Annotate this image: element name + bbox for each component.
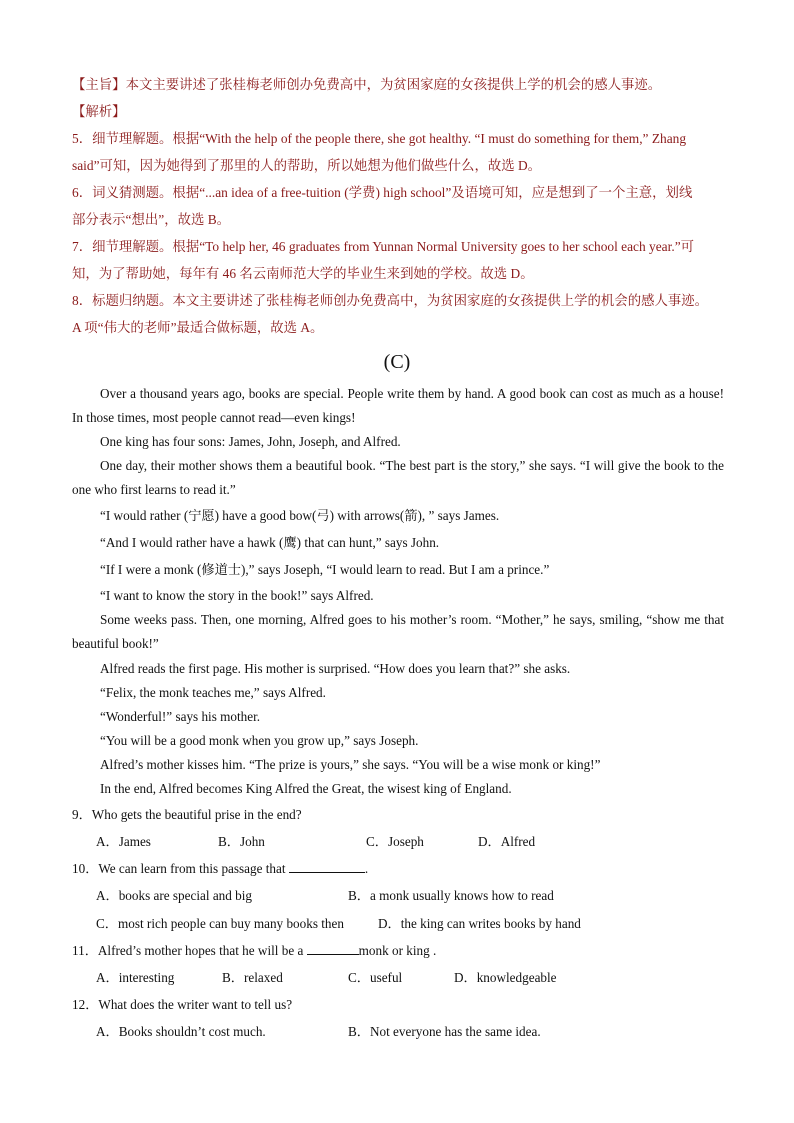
question-9-stem: 9．Who gets the beautiful prise in the end?	[72, 807, 302, 822]
passage-paragraph-10: “Felix, the monk teaches me,” says Alfred.	[100, 685, 326, 700]
passage-paragraph-2: One king has four sons: James, John, Joseph, and Alfred.	[100, 434, 401, 449]
passage-paragraph-3: One day, their mother shows them a beautiful book. “The best part is the story,” she says. “I will give the book to the one who first learns to read it.”	[72, 458, 724, 497]
answer-8-line-1: 8．标题归纳题。本文主要讲述了张桂梅老师创办免费高中，为贫困家庭的女孩提供上学的机会的感人事迹。	[72, 293, 709, 308]
question-10-option-a: A．books are special and big	[96, 888, 253, 903]
summary-line	[72, 76, 724, 94]
question-11-option-d: D．knowledgeable	[454, 970, 557, 985]
answer-8-line-2: A 项“伟大的老师”最适合做标题，故选 A。	[72, 320, 324, 335]
answer-6-line-1: 6．词义猜测题。根据“...an idea of a free-tuition (学费) high school”及语境可知，应是想到了一个主意，划线	[72, 185, 693, 200]
question-9-option-b: B．John	[218, 834, 265, 849]
question-9-option-d: D．Alfred	[478, 834, 536, 849]
question-11-stem-text: 11．Alfred’s mother hopes that he will be a	[72, 943, 304, 958]
passage-paragraph-11: “Wonderful!” says his mother.	[100, 709, 261, 724]
question-12-stem: 12．What does the writer want to tell us?	[72, 997, 293, 1012]
section-heading: (C)	[383, 351, 411, 373]
question-11-stem-end: monk or king .	[358, 943, 437, 958]
question-11-stem	[72, 942, 436, 960]
passage-paragraph-12: “You will be a good monk when you grow up,” says Joseph.	[100, 733, 419, 748]
question-12-option-a: A．Books shouldn’t cost much.	[96, 1024, 266, 1039]
question-11-option-a: A．interesting	[96, 970, 175, 985]
question-10-stem-text: 10．We can learn from this passage that	[72, 861, 286, 876]
question-11-blank	[307, 942, 359, 955]
passage-paragraph-4: “I would rather (宁愿) have a good bow(弓) with arrows(箭), ” says James.	[100, 508, 500, 523]
question-10-blank	[289, 860, 365, 873]
question-10-option-c: C．most rich people can buy many books then	[96, 916, 344, 931]
question-10-option-b: B．a monk usually knows how to read	[348, 888, 554, 903]
passage-paragraph-8: Some weeks pass. Then, one morning, Alfred goes to his mother’s room. “Mother,” he says, smiling, “show me that beautiful book!”	[72, 612, 724, 651]
passage-paragraph-5: “And I would rather have a hawk (鹰) that can hunt,” says John.	[100, 535, 440, 550]
question-9-option-c: C．Joseph	[366, 834, 424, 849]
question-10-option-d: D．the king can writes books by hand	[378, 916, 581, 931]
passage-paragraph-13: Alfred’s mother kisses him. “The prize is yours,” she says. “You will be a wise monk or king!”	[100, 757, 601, 772]
question-10-stem	[72, 860, 368, 878]
question-11-option-c: C．useful	[348, 970, 403, 985]
answer-7-line-1: 7．细节理解题。根据“To help her, 46 graduates from Yunnan Normal University goes to her school each year.”可	[72, 239, 695, 254]
question-12-option-b: B．Not everyone has the same idea.	[348, 1024, 541, 1039]
question-9-option-a: A．James	[96, 834, 151, 849]
answer-7-line-2: 知，为了帮助她，每年有 46 名云南师范大学的毕业生来到她的学校。故选 D。	[72, 266, 534, 281]
question-11-option-b: B．relaxed	[222, 970, 283, 985]
passage-paragraph-14: In the end, Alfred becomes King Alfred the Great, the wisest king of England.	[100, 781, 512, 796]
summary-text: 本文主要讲述了张桂梅老师创办免费高中，为贫困家庭的女孩提供上学的机会的感人事迹。	[125, 77, 662, 92]
passage-paragraph-9: Alfred reads the first page. His mother is surprised. “How does you learn that?” she asks.	[100, 661, 571, 676]
answer-6-line-2: 部分表示“想出”，故选 B。	[72, 212, 231, 227]
analysis-label: 【解析】	[72, 104, 126, 119]
passage-paragraph-1: Over a thousand years ago, books are special. People write them by hand. A good book can cost as much as a house! In those times, most people cannot read—even kings!	[72, 386, 724, 425]
summary-label: 【主旨】	[72, 77, 126, 92]
passage-paragraph-6: “If I were a monk (修道士),” says Joseph, “I would learn to read. But I am a prince.”	[100, 562, 550, 577]
answer-5-line-2: said”可知，因为她得到了那里的人的帮助，所以她想为他们做些什么，故选 D。	[72, 158, 542, 173]
answer-5-line-1: 5．细节理解题。根据“With the help of the people there, she got healthy. “I must do something for them,” Zhang	[72, 131, 687, 146]
question-10-stem-end: .	[364, 861, 369, 876]
passage-paragraph-7: “I want to know the story in the book!” says Alfred.	[100, 588, 374, 603]
